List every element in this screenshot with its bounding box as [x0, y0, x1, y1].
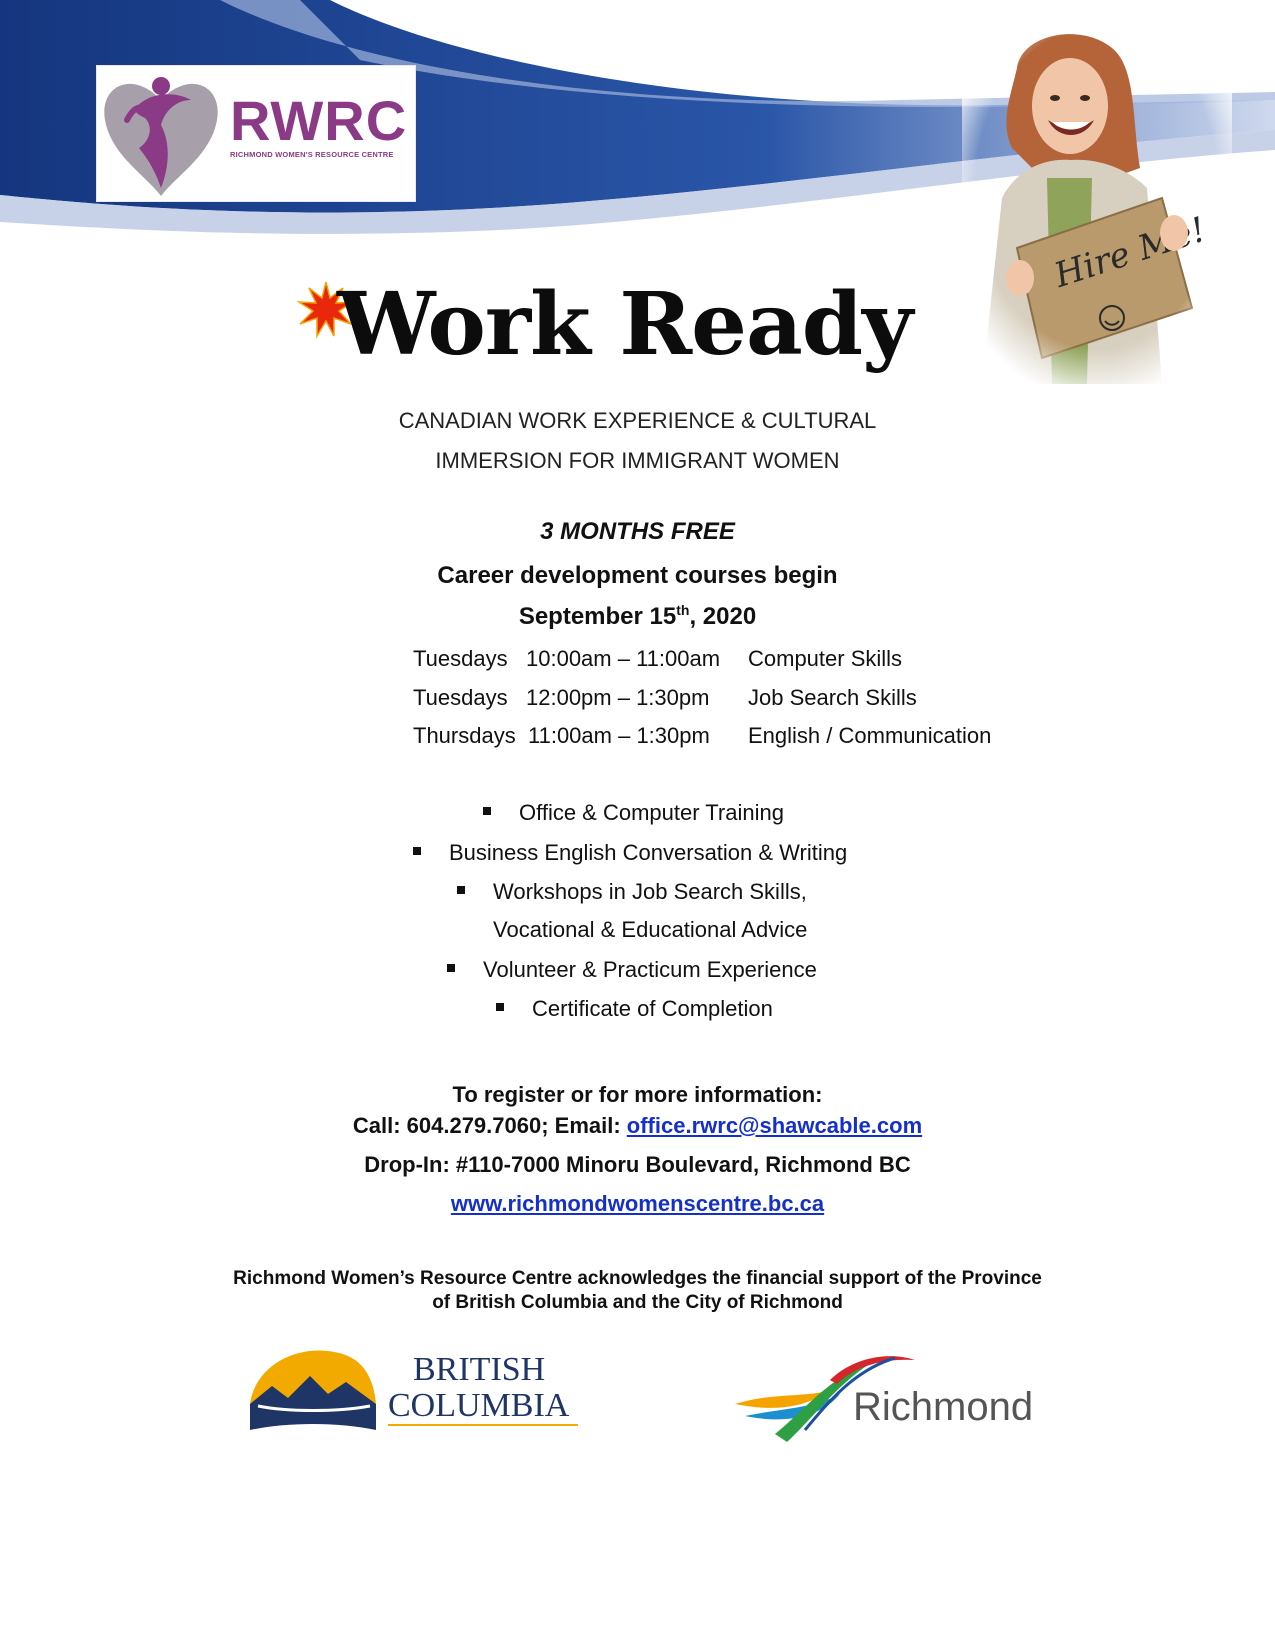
schedule-topic: Job Search Skills	[748, 685, 917, 710]
schedule-topic: English / Communication	[748, 723, 992, 748]
schedule-day: Tuesdays	[413, 685, 508, 710]
start-date-suffix: th	[676, 602, 690, 618]
register-line: To register or for more information:	[452, 1082, 823, 1107]
start-date-year: , 2020	[689, 603, 757, 630]
start-date-month-day: September 15	[518, 603, 677, 630]
bc-line-1: BRITISH	[413, 1351, 546, 1388]
feature-list-item	[483, 800, 784, 826]
feature-text: Workshops in Job Search Skills,	[493, 879, 807, 904]
feature-list-item	[413, 840, 847, 866]
courses-heading: Career development courses begin	[437, 562, 838, 589]
hire-me-photo	[962, 28, 1232, 384]
richmond-wordmark: Richmond	[853, 1385, 1034, 1429]
subtitle-line-2: IMMERSION FOR IMMIGRANT WOMEN	[435, 448, 840, 473]
website-line	[0, 1191, 1275, 1217]
feature-text: Volunteer & Practicum Experience	[483, 957, 817, 982]
schedule-topic: Computer Skills	[748, 646, 903, 671]
feature-list-item-continuation: Vocational & Educational Advice	[493, 917, 808, 942]
acknowledgement-line-2: of British Columbia and the City of Richmond	[432, 1292, 843, 1313]
rwrc-logo-full-name: RICHMOND WOMEN'S RESOURCE CENTRE	[230, 150, 394, 159]
email-link[interactable]: office.rwrc@shawcable.com	[626, 1113, 923, 1138]
dropin-address: Drop-In: #110-7000 Minoru Boulevard, Richmond BC	[364, 1152, 911, 1177]
bc-line-2: COLUMBIA	[388, 1387, 570, 1424]
acknowledgement-line-1: Richmond Women’s Resource Centre acknowledges the financial support of the Province	[233, 1268, 1042, 1289]
feature-text: Certificate of Completion	[532, 996, 773, 1021]
rwrc-logo	[97, 66, 415, 201]
page-title: Work Ready	[337, 274, 913, 375]
feature-text: Office & Computer Training	[519, 800, 784, 825]
feature-list-item	[447, 957, 817, 983]
square-bullet-icon	[483, 807, 491, 815]
offer-text: 3 MONTHS FREE	[540, 518, 735, 545]
rwrc-logo-abbrev: RWRC	[230, 89, 408, 152]
square-bullet-icon	[457, 886, 465, 894]
square-bullet-icon	[447, 964, 455, 972]
rwrc-emblem-icon	[99, 70, 223, 198]
feature-list-item	[457, 879, 807, 905]
subtitle-line-1: CANADIAN WORK EXPERIENCE & CULTURAL	[398, 408, 877, 433]
website-link[interactable]: www.richmondwomenscentre.bc.ca	[450, 1191, 825, 1216]
schedule-time: 10:00am – 11:00am	[526, 646, 721, 671]
schedule-day: Thursdays	[413, 723, 516, 748]
british-columbia-logo	[248, 1342, 588, 1432]
start-date	[0, 602, 1275, 631]
feature-list-item	[496, 996, 773, 1022]
square-bullet-icon	[496, 1003, 504, 1011]
schedule-time: 12:00pm – 1:30pm	[526, 685, 710, 710]
feature-text: Business English Conversation & Writing	[449, 840, 848, 865]
call-email-line	[0, 1113, 1275, 1139]
schedule-day: Tuesdays	[413, 646, 508, 671]
schedule-time: 11:00am – 1:30pm	[528, 723, 710, 748]
call-text: Call: 604.279.7060; Email:	[352, 1113, 627, 1138]
square-bullet-icon	[413, 847, 421, 855]
city-of-richmond-logo	[735, 1350, 1034, 1446]
